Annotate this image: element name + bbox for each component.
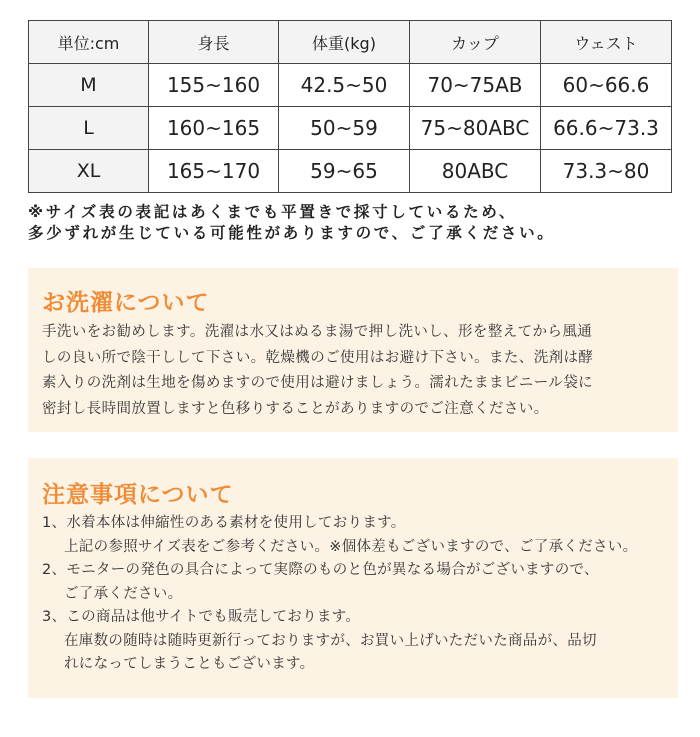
size-note-line: ※サイズ表の表記はあくまでも平置きで採寸しているため、 xyxy=(28,203,518,221)
caution-title: 注意事項について xyxy=(42,482,234,508)
table-row xyxy=(29,107,672,150)
caution-item-detail: 上記の参照サイズ表をご参考ください。※個体差もございますので、ご了承ください。 xyxy=(64,538,638,555)
height-cell: 165~170 xyxy=(149,150,279,193)
height-cell: 155~160 xyxy=(149,64,279,107)
size-label: XL xyxy=(29,150,149,193)
weight-cell: 50~59 xyxy=(279,107,410,150)
washing-panel xyxy=(28,268,678,432)
washing-line: 密封し長時間放置しますと色移りすることがありますのでご注意ください。 xyxy=(42,400,549,417)
caution-item-detail: 在庫数の随時は随時更新行っておりますが、お買い上げいただいた商品が、品切 xyxy=(64,632,597,649)
washing-line: しの良い所で陰干しして下さい。乾燥機のご使用はお避け下さい。また、洗剤は酵 xyxy=(42,349,594,366)
washing-line: 素入りの洗剤は生地を傷めますので使用は避けましょう。濡れたままビニール袋に xyxy=(42,375,594,391)
header-waist: ウェスト xyxy=(541,21,672,64)
weight-cell: 42.5~50 xyxy=(279,64,410,107)
height-cell: 160~165 xyxy=(149,107,279,150)
header-height: 身長 xyxy=(149,21,279,64)
caution-list xyxy=(42,512,672,677)
cup-cell: 70~75AB xyxy=(410,64,541,107)
size-label: M xyxy=(29,64,149,107)
caution-item: 2、モニターの発色の具合によって実際のものと色が異なる場合がございますので、 xyxy=(42,562,599,578)
table-row xyxy=(29,150,672,193)
caution-item-detail: ご了承ください。 xyxy=(64,585,183,602)
caution-item: 3、この商品は他サイトでも販売しております。 xyxy=(42,609,361,625)
washing-title: お洗濯について xyxy=(42,290,210,316)
caution-item: 1、水着本体は伸縮性のある素材を使用しております。 xyxy=(42,515,406,531)
size-note xyxy=(28,202,678,244)
waist-cell: 60~66.6 xyxy=(541,64,672,107)
cup-cell: 75~80ABC xyxy=(410,107,541,150)
caution-panel xyxy=(28,458,678,698)
size-label: L xyxy=(29,107,149,150)
caution-item-detail: れになってしまうこともございます。 xyxy=(64,656,315,672)
washing-line: 手洗いをお勧めします。洗濯は水又はぬるま湯で押し洗いし、形を整えてから風通 xyxy=(42,324,593,340)
waist-cell: 73.3~80 xyxy=(541,150,672,193)
table-row xyxy=(29,64,672,107)
size-table xyxy=(28,20,672,193)
size-note-line: 多少ずれが生じている可能性がありますので、ご了承ください。 xyxy=(28,224,556,242)
header-cup: カップ xyxy=(410,21,541,64)
cup-cell: 80ABC xyxy=(410,150,541,193)
weight-cell: 59~65 xyxy=(279,150,410,193)
header-weight: 体重(kg) xyxy=(279,21,410,64)
header-unit: 単位:cm xyxy=(29,21,149,64)
size-table-header-row xyxy=(29,21,672,64)
washing-text xyxy=(42,320,672,422)
waist-cell: 66.6~73.3 xyxy=(541,107,672,150)
